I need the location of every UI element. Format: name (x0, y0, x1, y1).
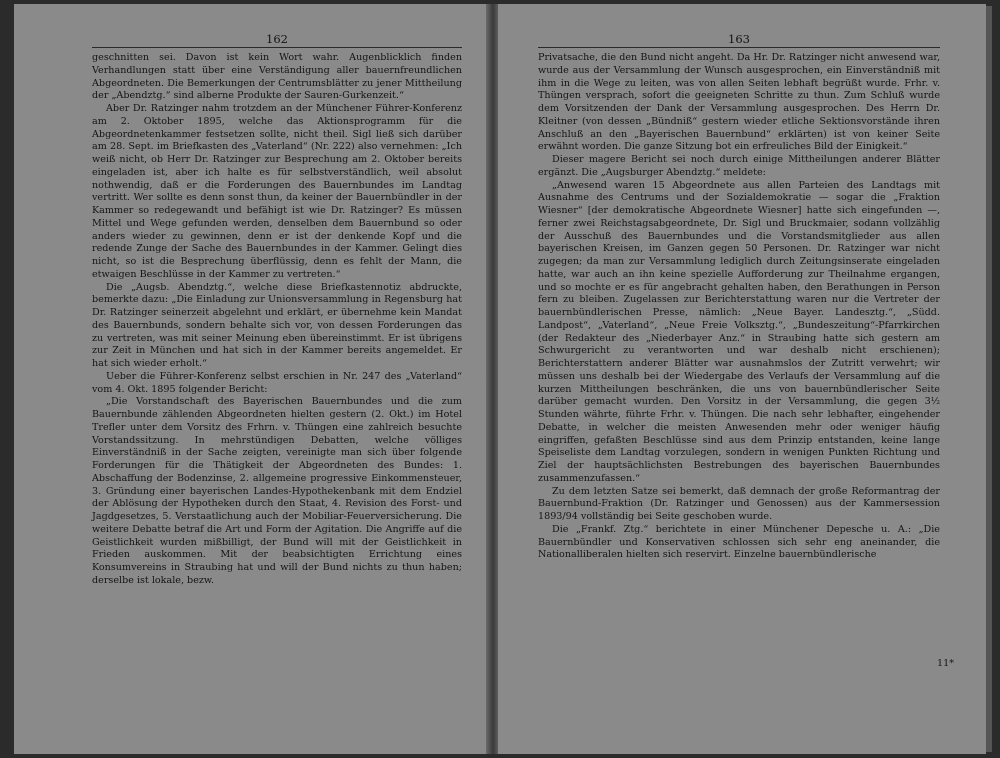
paragraph: Privatsache, die den Bund nicht angeht. Da Hr. Dr. Ratzinger nicht anwesend war, wurde aus der Versammlung der Wunsch ausgesprochen, ein Einverständniß mit ihm in die Wege zu leiten, was von allen Seiten lebhaft begrüßt wurde. Frhr. v. Thüngen versprach, sofort die geeigneten Schritte zu thun. Zum Schluß wurde dem Vorsitzenden der Dank der Versammlung ausgesprochen. Des Herrn Dr. Kleitner (von dessen „Bündniß“ gestern wieder etliche Sektionsvorstände ihren Anschluß an den „Bayerischen Bauernbund“ erklärten) ist von keiner Seite erwähnt worden. Die ganze Sitzung bot ein erfreuliches Bild der Einigkeit.“ (538, 52, 940, 153)
page-number-right: 163 (538, 32, 940, 48)
paragraph: Die „Augsb. Abendztg.“, welche diese Briefkastennotiz abdruckte, bemerkte dazu: „Die Einladung zur Unionsversammlung in Regensburg hat Dr. Ratzinger seinerzeit abgelehnt und erklärt, er übernehme kein Mandat des Bauernbunds, sondern behalte sich vor, von dessen Forderungen das zu vertreten, was mit seiner Meinung eben übereinstimmt. Er ist übrigens zur Zeit in München und hat sich in der Kammer bereits angemeldet. Er hat sich wieder erholt.“ (92, 281, 462, 369)
right-page-text (538, 52, 940, 562)
right-page (498, 4, 986, 754)
paragraph: Die „Frankf. Ztg.“ berichtete in einer Münchener Depesche u. A.: „Die Bauernbündler und Konservativen schlossen sich sehr eng aneinander, die Nationalliberalen hielten sich reservirt. Einzelne bauernbündlerische (538, 523, 940, 561)
left-page (14, 4, 488, 754)
paragraph: Zu dem letzten Satze sei bemerkt, daß demnach der große Reformantrag der Bauernbund-Fraktion (Dr. Ratzinger und Genossen) aus der Kammersession 1893/94 vollständig bei Seite geschoben wurde. (538, 485, 940, 522)
page-number-left: 162 (92, 32, 462, 48)
paragraph: Aber Dr. Ratzinger nahm trotzdem an der Münchener Führer-Konferenz am 2. Oktober 1895, welche das Aktionsprogramm für die Abgeordnetenkammer festsetzen sollte, nicht theil. Sigl ließ sich darüber am 28. Sept. im Briefkasten des „Vaterland“ (Nr. 222) also vernehmen: „Ich weiß nicht, ob Herr Dr. Ratzinger zur Besprechung am 2. Oktober bereits eingeladen ist, aber ich halte es für selbstverständlich, weil absolut nothwendig, daß er die Forderungen des Bauernbundes im Landtag vertritt. Wer sollte es denn sonst thun, da keiner der Bauernbündler in der Kammer so redegewandt und befähigt ist wie Dr. Ratzinger? Es müssen Mittel und Wege gefunden werden, denselben dem Bauernbund so oder anders wieder zu gewinnen, denn er ist der denkende Kopf und die redende Zunge der Sache des Bauernbundes in der Kammer. Gelingt dies nicht, so ist die Besprechung überflüssig, denn es fehlt der Mann, die etwaigen Beschlüsse in der Kammer zu vertreten.“ (92, 103, 462, 280)
left-page-text (92, 52, 462, 588)
paragraph: „Anwesend waren 15 Abgeordnete aus allen Parteien des Landtags mit Ausnahme des Centrums und der Sozialdemokratie — sogar die „Fraktion Wiesner“ [der demokratische Abgeordnete Wiesner] hatte sich eingefunden —, ferner zwei Reichstagsabgeordnete, Dr. Sigl und Bruckmaier, sodann vollzählig der Ausschuß des Bauernbundes und die Vorstandsmitglieder aus allen bayerischen Kreisen, im Ganzen gegen 50 Personen. Dr. Ratzinger war nicht zugegen; da man zur Versammlung lediglich durch Zeitungsinserate eingeladen hatte, war auch an ihn keine spezielle Aufforderung zur Theilnahme ergangen, und so mochte er es für angebracht gehalten haben, den Berathungen in Person fern zu bleiben. Zugelassen zur Berichterstattung waren nur die Vertreter der bauernbündlerischen Presse, nämlich: „Neue Bayer. Landesztg.“, „Südd. Landpost“, „Vaterland“, „Neue Freie Volksztg.“, „Bundeszeitung“-Pfarrkirchen (der Redakteur des „Niederbayer Anz.“ in Straubing hatte sich gestern am Schwurgericht zu verantworten und war deshalb nicht erschienen); Berichterstattern anderer Blätter war ausnahmslos der Zutritt verwehrt; wir müssen uns deshalb bei der Wiedergabe des Verlaufs der Versammlung auf die kurzen Mittheilungen beschränken, die uns von bauernbündlerischer Seite darüber gemacht wurden. Den Vorsitz in der Versammlung, die gegen 3½ Stunden währte, führte Frhr. v. Thüngen. Die nach sehr lebhafter, eingehender Debatte, in welcher die meisten Anwesenden mehr oder weniger häufig eingriffen, gefaßten Beschlüsse sind aus dem Prinzip entstanden, keine lange Speiseliste dem Landtag vorzulegen, sondern in wenigen Punkten Richtung und Ziel der hauptsächlichsten Bestrebungen des bayerischen Bauernbundes zusammenzufassen.“ (538, 179, 940, 484)
paragraph: Ueber die Führer-Konferenz selbst erschien in Nr. 247 des „Vaterland“ vom 4. Okt. 1895 folgender Bericht: (92, 370, 462, 395)
signature-mark: 11* (936, 658, 954, 669)
page-edge (986, 6, 992, 752)
paragraph: Dieser magere Bericht sei noch durch einige Mittheilungen anderer Blätter ergänzt. Die „Augsburger Abendztg.“ meldete: (538, 154, 940, 178)
paragraph: geschnitten sei. Davon ist kein Wort wahr. Augenblicklich finden Verhandlungen statt über eine Verständigung aller bauernfreundlichen Abgeordneten. Die Bemerkungen der Centrumsblätter zu jener Mittheilung der „Abendztg.“ sind alberne Produkte der Sauren-Gurkenzeit.“ (92, 52, 462, 102)
paragraph: „Die Vorstandschaft des Bayerischen Bauernbundes und die zum Bauernbunde zählenden Abgeordneten hielten gestern (2. Okt.) im Hotel Trefler unter dem Vorsitz des Frhrn. v. Thüngen eine zahlreich besuchte Vorstandssitzung. In mehrstündigen Debatten, welche völliges Einverständniß in der Sache zeigten, vereinigte man sich über folgende Forderungen für die Thätigkeit der Abgeordneten des Bundes: 1. Abschaffung der Bodenzinse, 2. allgemeine progressive Einkommensteuer, 3. Gründung einer bayerischen Landes-Hypothekenbank mit dem Endziel der Ablösung der Hypotheken durch den Staat, 4. Revision des Forst- und Jagdgesetzes, 5. Verstaatlichung auch der Mobiliar-Feuerversicherung. Die weitere Debatte betraf die Art und Form der Agitation. Die Angriffe auf die Geistlichkeit wurden mißbilligt, der Bund will mit der Geistlichkeit in Frieden auskommen. Mit der beabsichtigten Errichtung eines Konsumvereins in Straubing hat und will der Bund nichts zu thun haben; derselbe ist lokale, bezw. (92, 396, 462, 586)
